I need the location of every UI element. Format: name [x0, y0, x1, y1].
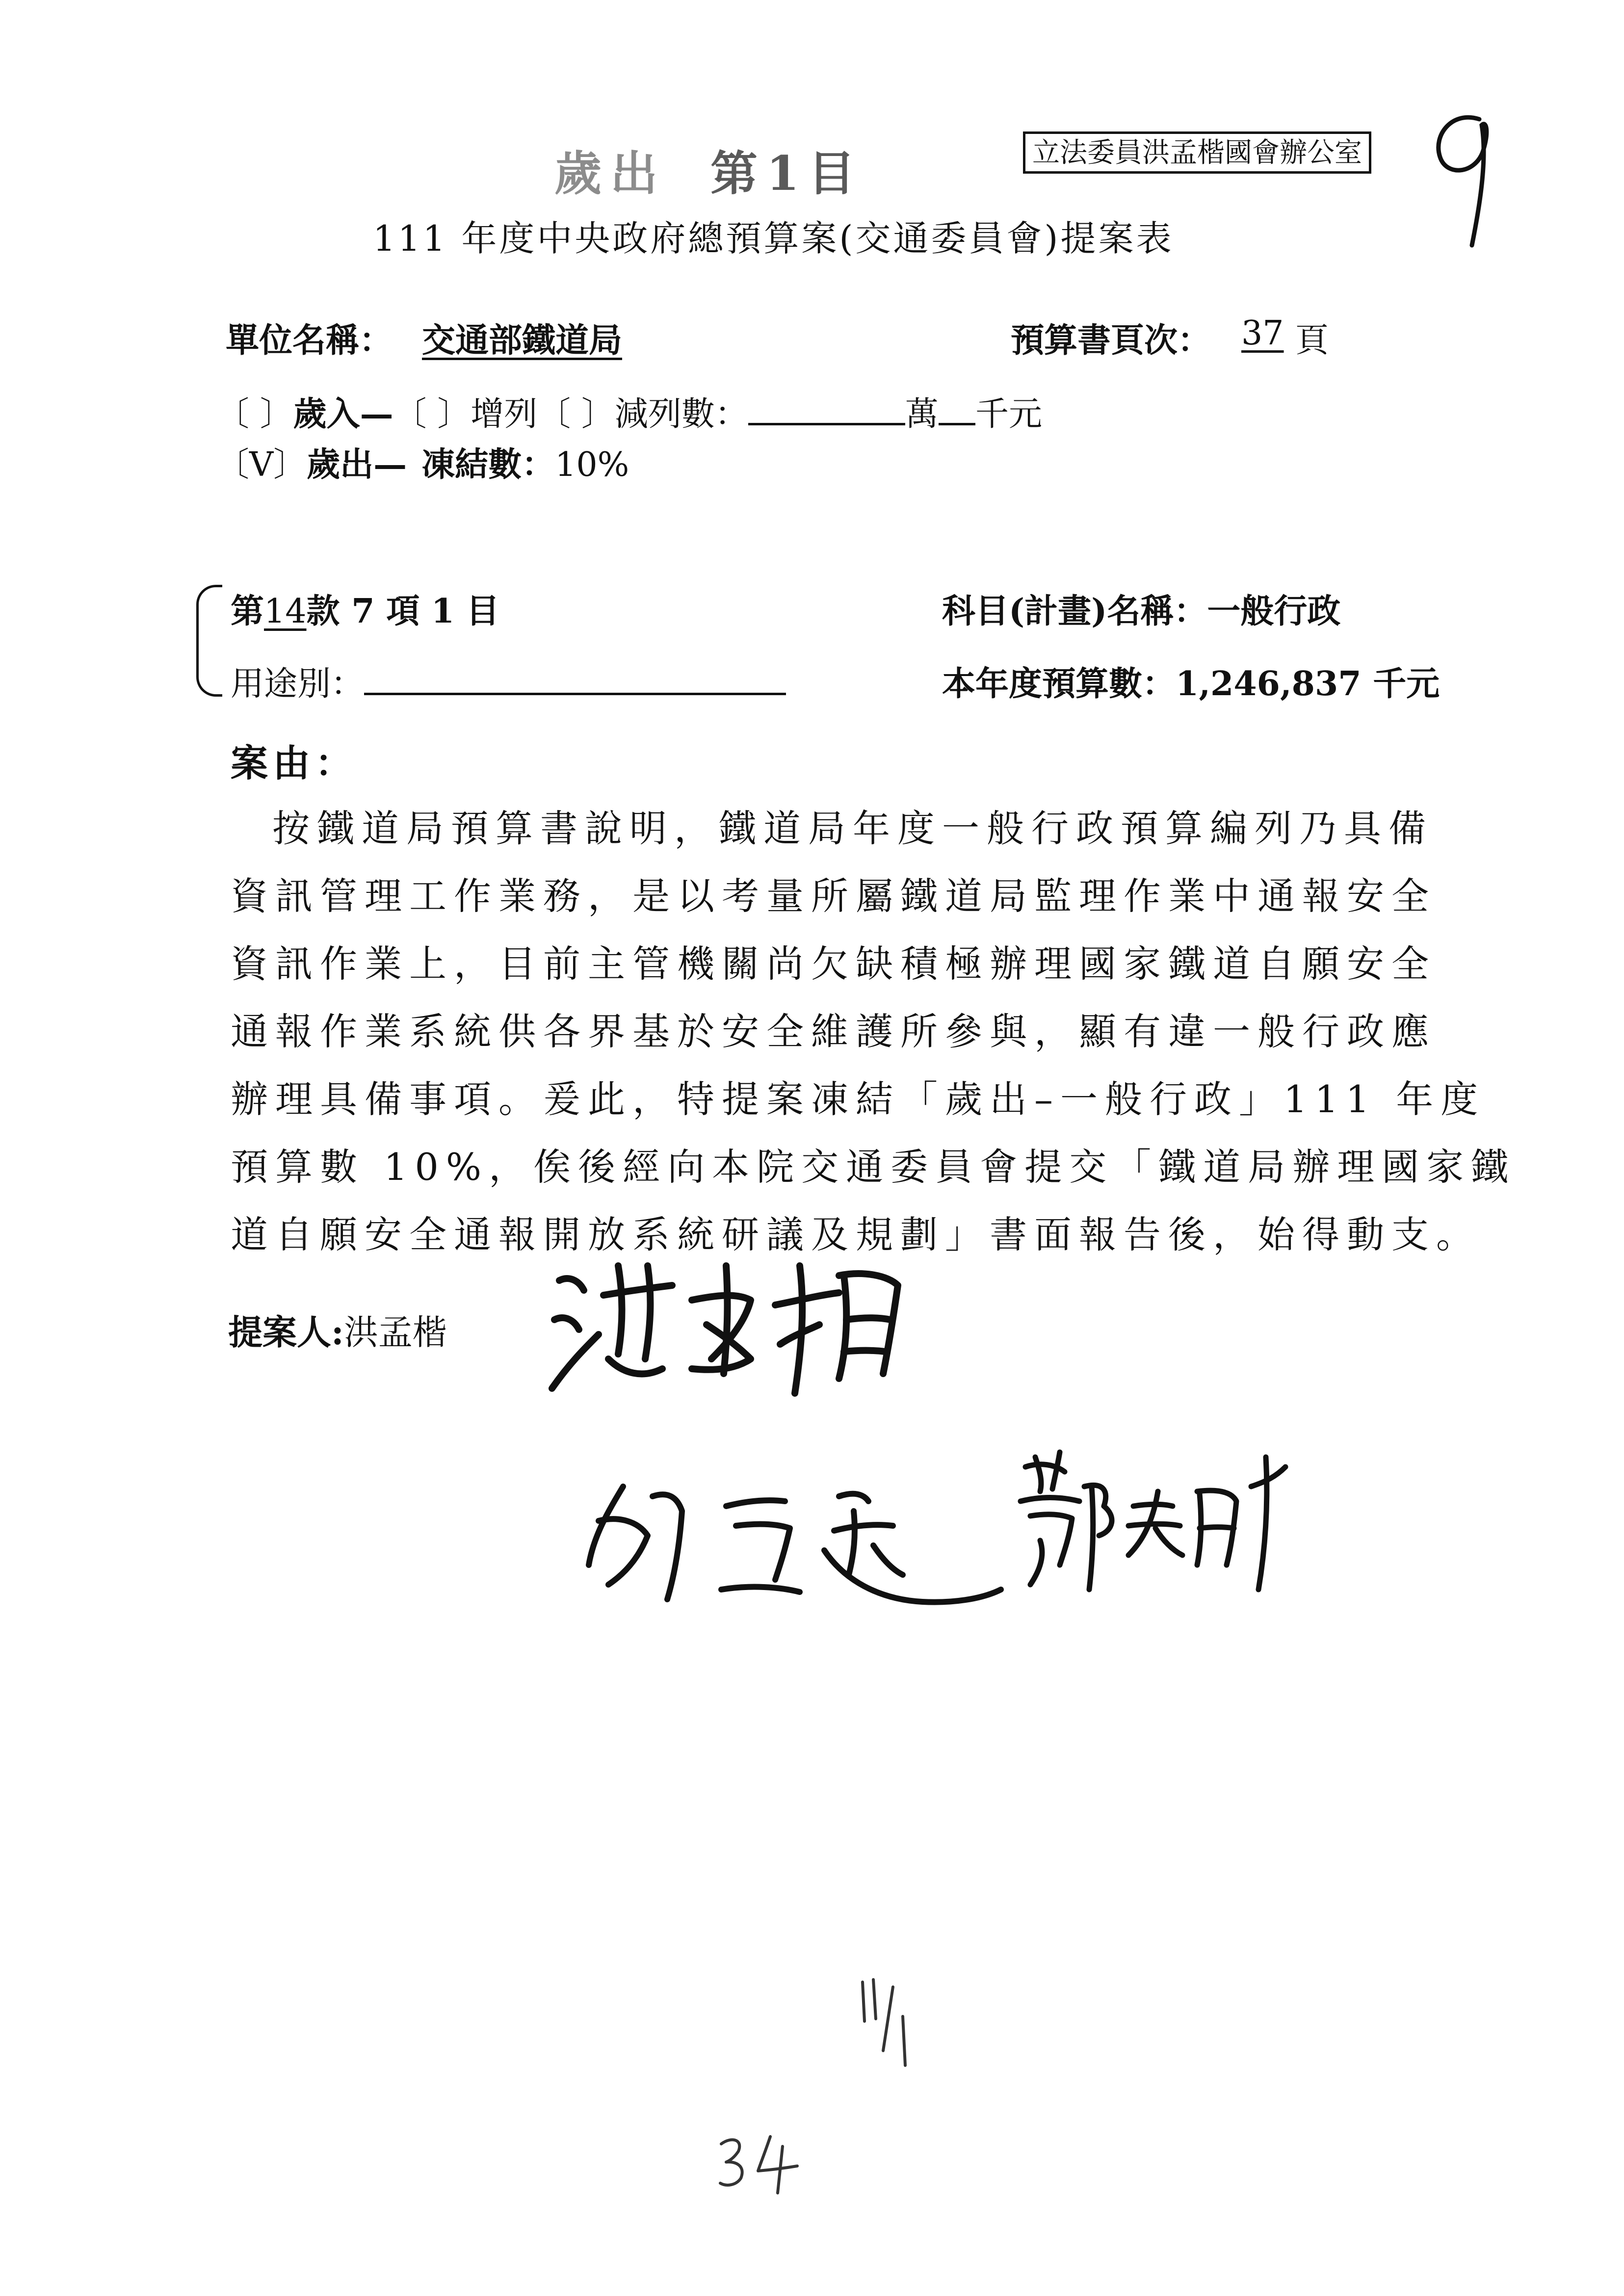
handwritten-nine-mark: [1433, 105, 1501, 253]
kuan-prefix: 第: [231, 592, 264, 631]
decrease-checkbox: 〔 〕: [537, 395, 615, 434]
freeze-value: 10%: [555, 445, 629, 484]
expenditure-line: [216, 438, 629, 486]
purpose-blank: [364, 664, 786, 695]
budget-line: [942, 657, 1440, 705]
subject-value: 一般行政: [1207, 592, 1341, 631]
reason-line-2: 資訊管理工作業務，是以考量所屬鐵道局監理作業中通報安全: [231, 874, 1436, 918]
cosigner-signature-1: [579, 1467, 1021, 1614]
wan-label: 萬: [905, 395, 939, 434]
thousand-blank: [939, 394, 975, 425]
expenditure-checkbox: 〔V〕: [216, 445, 307, 484]
item-bracket: [196, 585, 222, 697]
increase-checkbox: 〔 〕: [393, 395, 471, 434]
reason-line-7: 道自願安全通報開放系統研議及規劃」書面報告後，始得動支。: [231, 1213, 1481, 1256]
revenue-label: 歲入—: [293, 394, 393, 434]
reason-line-4: 通報作業系統供各界基於安全維護所參與，顯有違一般行政應: [231, 1010, 1436, 1053]
purpose-label: 用途別：: [231, 665, 365, 704]
subject-line: [942, 585, 1340, 632]
date-mark: [854, 1972, 922, 2070]
freeze-label: 凍結數：: [421, 445, 555, 484]
decrease-label: 減列數：: [614, 395, 748, 434]
proposer-name: 洪孟楷: [343, 1312, 447, 1353]
proposer-line: [228, 1305, 447, 1355]
subject-label: 科目(計畫)名稱：: [942, 592, 1207, 631]
faded-title-left: 歲出: [554, 146, 666, 201]
page-number: 37: [1241, 314, 1284, 353]
amount-blank: [748, 394, 905, 425]
cosigner-signature-2: [1011, 1442, 1305, 1599]
revenue-line: [216, 388, 1042, 435]
page-label: 預算書頁次：: [1011, 321, 1211, 360]
kuan-line: [231, 585, 499, 632]
faded-title-right: 第1目: [710, 146, 864, 201]
expenditure-label: 歲出—: [307, 445, 407, 484]
page-suffix: 頁: [1295, 321, 1329, 360]
form-title: 111 年度中央政府總預算案(交通委員會)提案表: [373, 218, 1174, 259]
reason-line-3: 資訊作業上，目前主管機關尚欠缺積極辦理國家鐵道自願安全: [231, 942, 1436, 986]
unit-value: 交通部鐵道局: [422, 321, 623, 360]
page-mark: [716, 2132, 805, 2195]
increase-label: 增列: [471, 395, 538, 434]
proposer-label: 提案人:: [228, 1312, 344, 1353]
purpose-line: [231, 657, 786, 705]
reason-heading: 案由：: [231, 741, 357, 785]
reason-line-5: 辦理具備事項。爰此，特提案凍結「歲出–一般行政」111 年度: [231, 1077, 1486, 1121]
reason-line-6: 預算數 10%，俟後經向本院交通委員會提交「鐵道局辦理國家鐵: [231, 1145, 1516, 1189]
faded-stamped-title: [554, 136, 864, 204]
kuan-number: 14: [264, 592, 307, 631]
unit-label: 單位名稱：: [226, 321, 393, 360]
proposer-signature: [545, 1246, 937, 1403]
reason-line-1: 按鐵道局預算書說明，鐵道局年度一般行政預算編列乃具備: [272, 807, 1433, 850]
revenue-checkbox: 〔 〕: [216, 395, 293, 434]
budget-value: 1,246,837 千元: [1176, 664, 1440, 704]
kuan-rest: 款 7 項 1 目: [306, 592, 499, 631]
office-stamp: 立法委員洪孟楷國會辦公室: [1023, 131, 1371, 174]
budget-label: 本年度預算數：: [942, 664, 1176, 704]
qian-label: 千元: [975, 395, 1042, 434]
